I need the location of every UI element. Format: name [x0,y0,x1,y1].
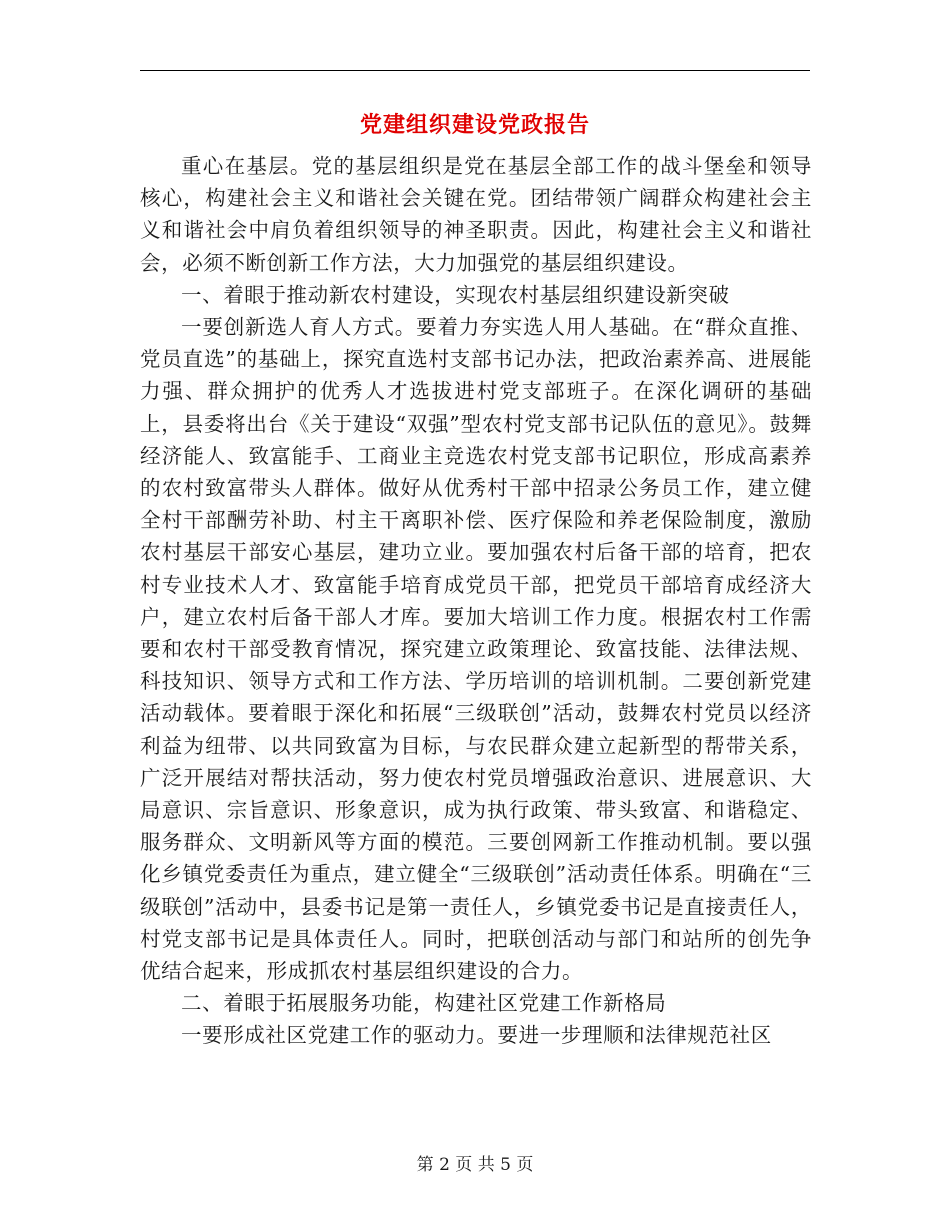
paragraph-section-1: 一要创新选人育人方式。要着力夯实选人用人基础。在“群众直推、党员直选”的基础上，探究直选村支部书记办法，把政治素养高、进展能力强、群众拥护的优秀人才选拔进村党支部班子。在深化调研的基础上，县委将出台《关于建设“双强”型农村党支部书记队伍的意见》。鼓舞经济能人、致富能手、工商业主竞选农村党支部书记职位，形成高素养的农村致富带头人群体。做好从优秀村干部中招录公务员工作，建立健全村干部酬劳补助、村主干离职补偿、医疗保险和养老保险制度，激励农村基层干部安心基层，建功立业。要加强农村后备干部的培育，把农村专业技术人才、致富能手培育成党员干部，把党员干部培育成经济大户，建立农村后备干部人才库。要加大培训工作力度。根据农村工作需要和农村干部受教育情况，探究建立政策理论、致富技能、法律法规、科技知识、领导方式和工作方法、学历培训的培训机制。二要创新党建活动载体。要着眼于深化和拓展“三级联创”活动，鼓舞农村党员以经济利益为纽带、以共同致富为目标，与农民群众建立起新型的帮带关系，广泛开展结对帮扶活动，努力使农村党员增强政治意识、进展意识、大局意识、宗旨意识、形象意识，成为执行政策、带头致富、和谐稳定、服务群众、文明新风等方面的模范。三要创网新工作推动机制。要以强化乡镇党委责任为重点，建立健全“三级联创”活动责任体系。明确在“三级联创”活动中，县委书记是第一责任人，乡镇党委书记是直接责任人，村党支部书记是具体责任人。同时，把联创活动与部门和站所的创先争优结合起来，形成抓农村基层组织建设的合力。 [140,315,812,984]
section-heading-2: 二、着眼于拓展服务功能，构建社区党建工作新格局 [181,991,667,1016]
section-heading-1: 一、着眼于推动新农村建设，实现农村基层组织建设新突破 [181,282,730,307]
page-number-footer: 第 2 页 共 5 页 [416,1155,534,1175]
paragraph-section-2: 一要形成社区党建工作的驱动力。要进一步理顺和法律规范社区 [181,1023,772,1048]
document-body [140,150,812,1052]
paragraph-intro: 重心在基层。党的基层组织是党在基层全部工作的战斗堡垒和领导核心，构建社会主义和谐社会关键在党。团结带领广阔群众构建社会主义和谐社会中肩负着组织领导的神圣职责。因此，构建社会主义和谐社会，必须不断创新工作方法，大力加强党的基层组织建设。 [140,154,812,275]
header-rule [140,70,810,71]
document-title: 党建组织建设党政报告 [359,112,590,138]
